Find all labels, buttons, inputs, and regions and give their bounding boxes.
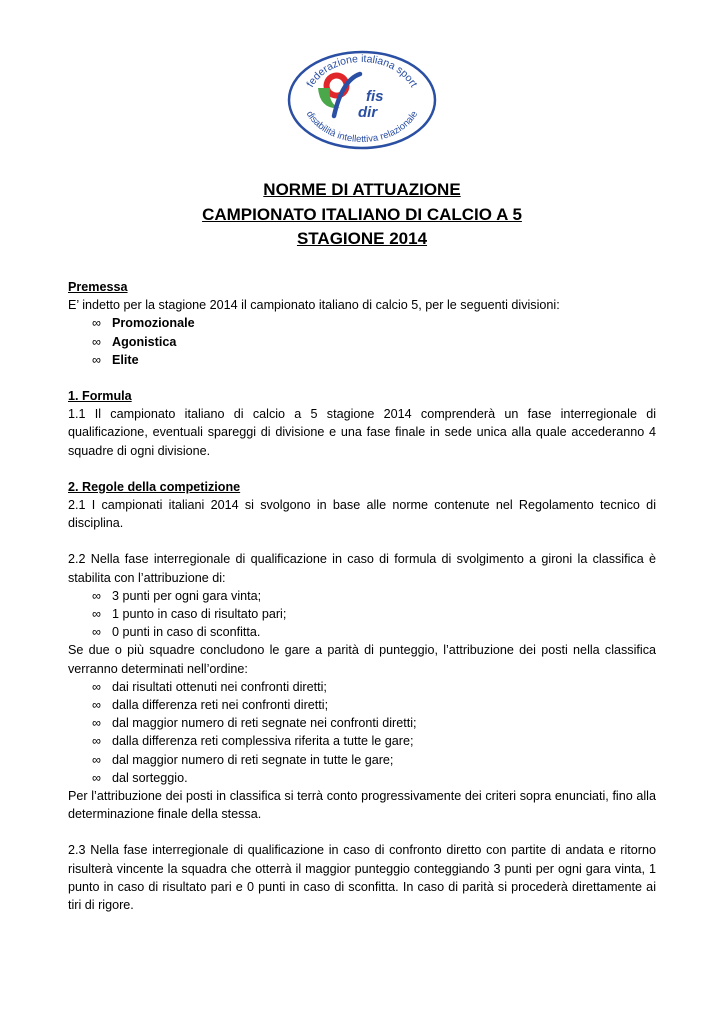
title-line-2: CAMPIONATO ITALIANO DI CALCIO A 5 — [202, 204, 522, 224]
infinity-bullet-icon: ∞ — [92, 334, 101, 349]
title-line-1: NORME DI ATTUAZIONE — [263, 180, 461, 199]
list-item: ∞ dalla differenza reti nei confronti diretti; — [92, 696, 656, 714]
regole-paragraph-2-2: 2.2 Nella fase interregionale di qualificazione in caso di formula di svolgimento a gironi la classifica è stabilita con l’attribuzione di: — [68, 552, 656, 585]
list-item: ∞ dal maggior numero di reti segnate nei confronti diretti; — [92, 714, 656, 732]
list-item: ∞ 0 punti in caso di sconfitta. — [92, 623, 656, 641]
logo-arc-top-text: federazione italiana sport — [304, 52, 420, 90]
svg-text:federazione italiana sport — [304, 53, 419, 89]
premessa-heading: Premessa — [68, 280, 128, 294]
list-item: ∞ dalla differenza reti complessiva riferita a tutte le gare; — [92, 732, 656, 750]
criteria-list — [68, 678, 656, 787]
fisdir-logo-mark — [286, 50, 438, 150]
infinity-bullet-icon: ∞ — [92, 352, 101, 367]
infinity-bullet-icon: ∞ — [92, 752, 101, 767]
logo-arc-bottom-text: disabilità intellettiva relazionale — [303, 109, 421, 146]
logo-dir-text: dir — [358, 104, 378, 121]
formula-heading: 1. Formula — [68, 389, 132, 404]
list-item: ∞ dai risultati ottenuti nei confronti diretti; — [92, 678, 656, 696]
regole-paragraph-2-1: 2.1 I campionati italiani 2014 si svolgono in base alle norme contenute nel Regolamento tecnico di disciplina. — [68, 498, 656, 531]
list-item: ∞ 1 punto in caso di risultato pari; — [92, 605, 656, 623]
infinity-bullet-icon: ∞ — [92, 734, 101, 749]
premessa-text: E’ indetto per la stagione 2014 il campionato italiano di calcio 5, per le seguenti divisioni: — [68, 298, 560, 313]
list-item: ∞ 3 punti per ogni gara vinta; — [92, 587, 656, 605]
infinity-bullet-icon: ∞ — [92, 770, 101, 785]
list-item: ∞ Elite — [92, 351, 656, 369]
parita-text: Se due o più squadre concludono le gare a parità di punteggio, l’attribuzione dei posti nella classifica verranno determinati nell’ordine: — [68, 643, 656, 676]
list-item: ∞ dal sorteggio. — [92, 769, 656, 787]
infinity-bullet-icon: ∞ — [92, 607, 101, 622]
infinity-bullet-icon: ∞ — [92, 716, 101, 731]
list-item: ∞ Promozionale — [92, 314, 656, 332]
formula-text: 1.1 Il campionato italiano di calcio a 5 stagione 2014 comprenderà un fase interregionale di qualificazione, eventuali spareggi di divisione e una fase finale in sede unica alla quale accederanno 4 squadre di ogni divisione. — [68, 407, 656, 458]
regole-heading: 2. Regole della competizione — [68, 479, 241, 494]
document-body — [68, 278, 656, 914]
points-list — [68, 587, 656, 642]
document-title — [0, 178, 724, 252]
logo-fis-text: fis — [366, 88, 384, 105]
infinity-bullet-icon: ∞ — [92, 625, 101, 640]
divisions-list — [68, 314, 656, 369]
list-item: ∞ Agonistica — [92, 333, 656, 351]
infinity-bullet-icon: ∞ — [92, 679, 101, 694]
regole-paragraph-2-3: 2.3 Nella fase interregionale di qualificazione in caso di confronto diretto con partite di andata e ritorno risulterà vincente la squadra che otterrà il maggior punteggio conteggiando 3 punti per ogni gara vinta, 1 punto in caso di risultato pari e 0 punti in caso di sconfitta. In caso di parità si procederà direttamente ai tiri di rigore. — [68, 843, 656, 913]
infinity-bullet-icon: ∞ — [92, 698, 101, 713]
infinity-bullet-icon: ∞ — [92, 316, 101, 331]
fisdir-logo — [286, 50, 438, 150]
title-line-3: STAGIONE 2014 — [296, 229, 428, 248]
infinity-bullet-icon: ∞ — [92, 588, 101, 603]
list-item: ∞ dal maggior numero di reti segnate in tutte le gare; — [92, 751, 656, 769]
closing-text: Per l’attribuzione dei posti in classifica si terrà conto progressivamente dei criteri sopra enunciati, fino alla determinazione finale della stessa. — [68, 789, 656, 822]
